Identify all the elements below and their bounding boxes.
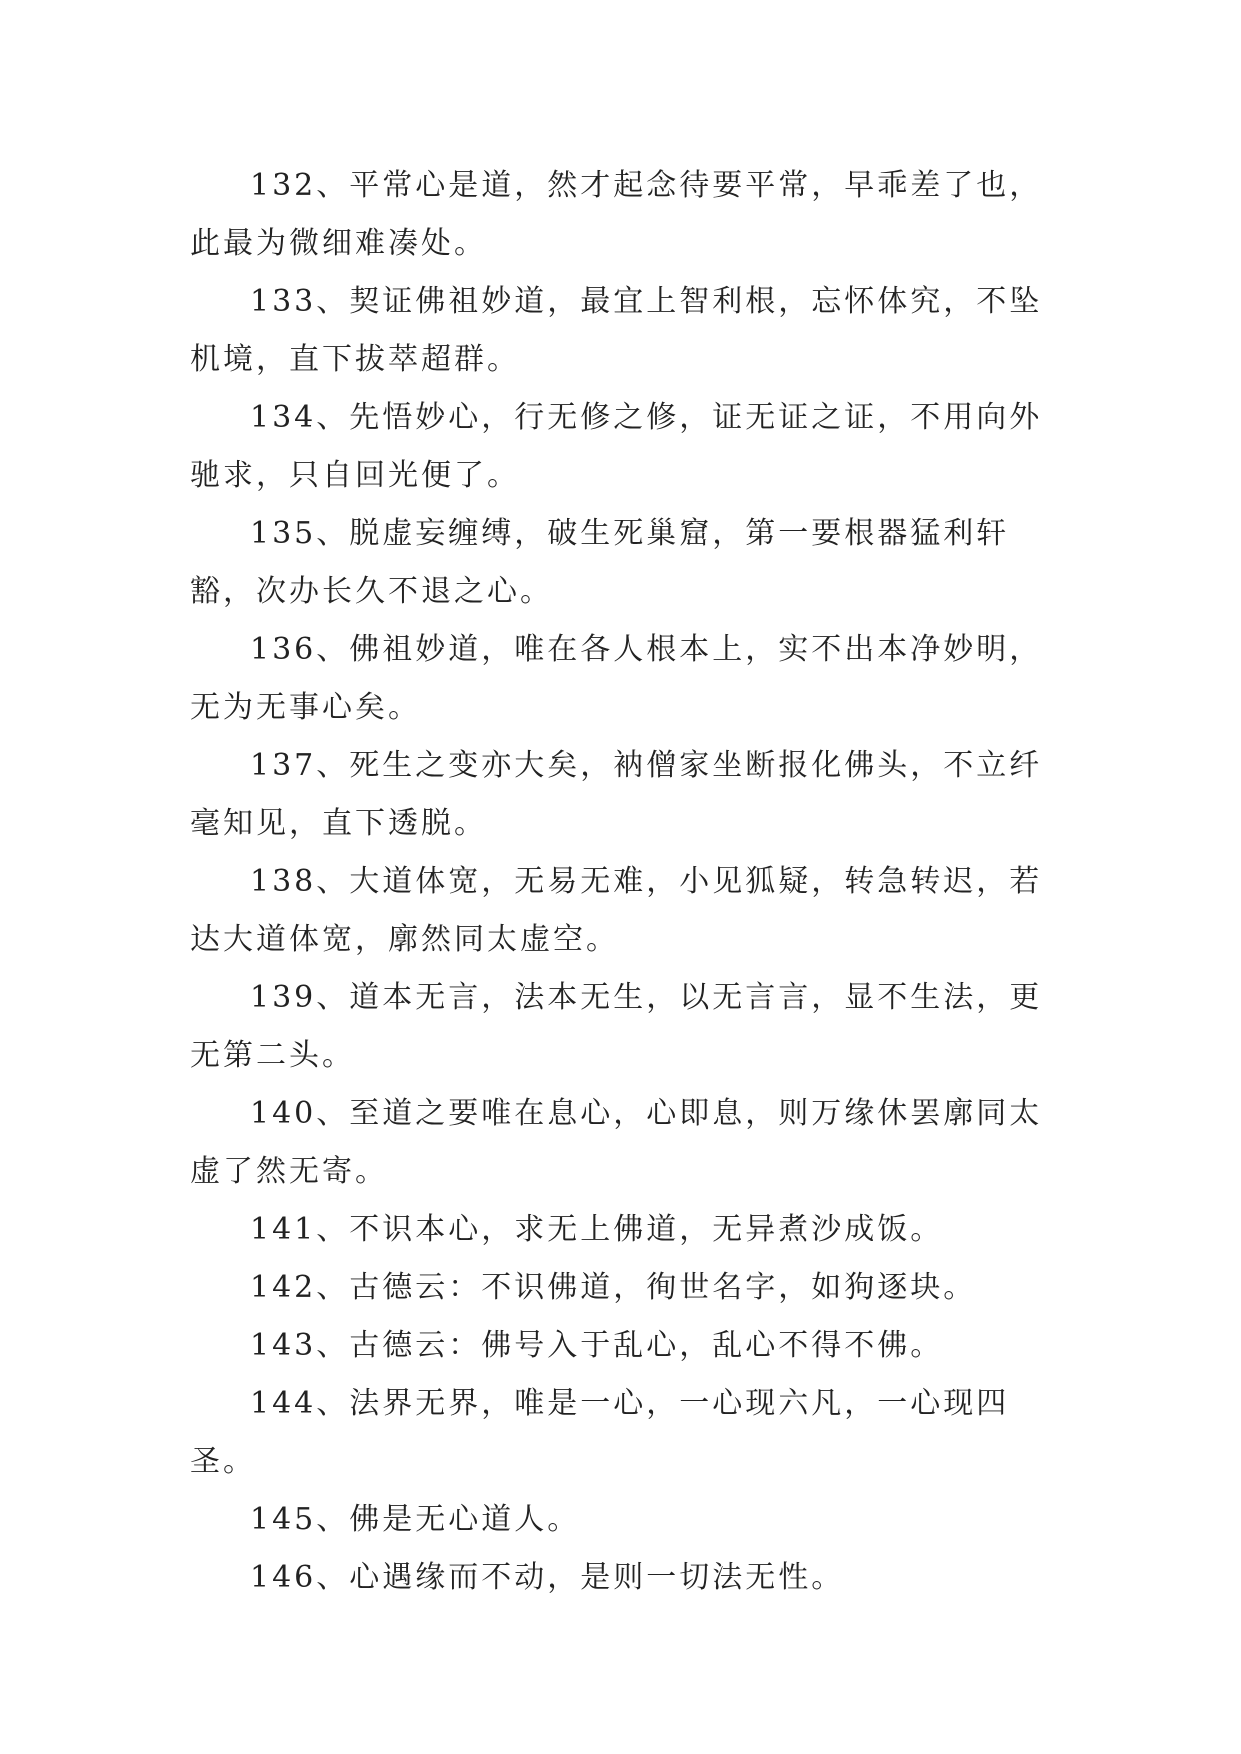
paragraph-137: 137、死生之变亦大矣，衲僧家坐断报化佛头，不立纤毫知见，直下透脱。 [190, 748, 1043, 841]
paragraph-135: 135、脱虚妄缠缚，破生死巢窟，第一要根器猛利轩豁，次办长久不退之心。 [190, 516, 1010, 609]
paragraph-139: 139、道本无言，法本无生，以无言言，显不生法，更无第二头。 [190, 980, 1043, 1073]
paragraph-140: 140、至道之要唯在息心，心即息，则万缘休罢廓同太虚了然无寄。 [190, 1096, 1043, 1189]
document-body [190, 157, 1060, 1607]
paragraph-142: 142、古德云：不识佛道，徇世名字，如狗逐块。 [250, 1270, 977, 1305]
paragraph-146: 146、心遇缘而不动，是则一切法无性。 [250, 1560, 845, 1595]
paragraph-132: 132、平常心是道，然才起念待要平常，早乖差了也，此最为微细难凑处。 [190, 168, 1043, 261]
paragraph-138: 138、大道体宽，无易无难，小见狐疑，转急转迟，若达大道体宽，廓然同太虚空。 [190, 864, 1043, 957]
paragraph-134: 134、先悟妙心，行无修之修，证无证之证，不用向外驰求，只自回光便了。 [190, 400, 1043, 493]
paragraph-133: 133、契证佛祖妙道，最宜上智利根，忘怀体究，不坠机境，直下拔萃超群。 [190, 284, 1043, 377]
paragraph-136: 136、佛祖妙道，唯在各人根本上，实不出本净妙明，无为无事心矣。 [190, 632, 1043, 725]
paragraph-145: 145、佛是无心道人。 [250, 1502, 581, 1537]
paragraph-143: 143、古德云：佛号入于乱心，乱心不得不佛。 [250, 1328, 944, 1363]
paragraph-144: 144、法界无界，唯是一心，一心现六凡，一心现四圣。 [190, 1386, 1010, 1479]
paragraph-141: 141、不识本心，求无上佛道，无异煮沙成饭。 [250, 1212, 944, 1247]
